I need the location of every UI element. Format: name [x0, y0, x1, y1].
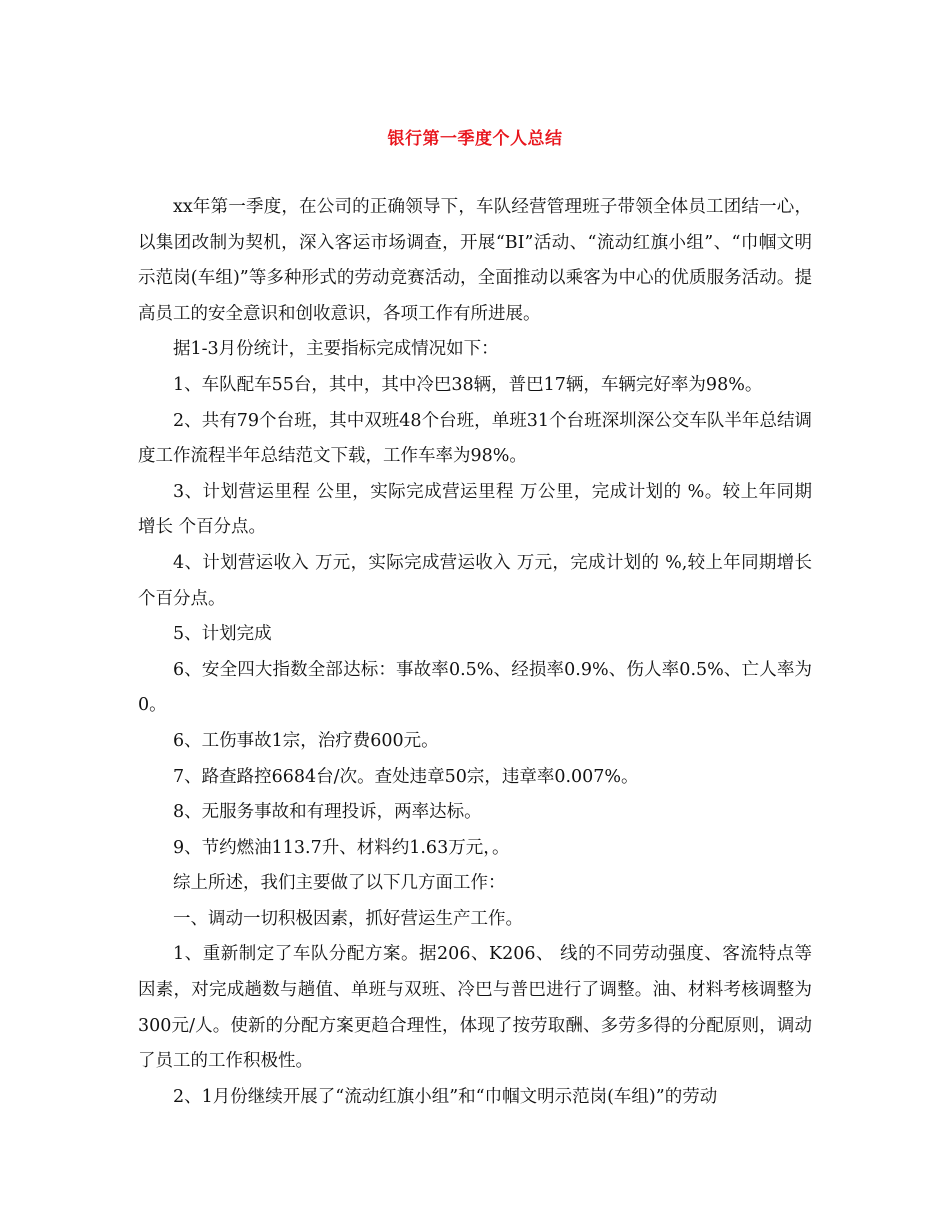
paragraph: 3、计划营运里程 公里，实际完成营运里程 万公里，完成计划的 %。较上年同期增长 个百分点。 [138, 481, 812, 538]
document-title: 银行第一季度个人总结 [387, 129, 563, 149]
paragraph: 综上所述，我们主要做了以下几方面工作： [173, 873, 506, 894]
paragraph: 8、无服务事故和有理投诉，两率达标。 [173, 802, 482, 823]
paragraph: 6、安全四大指数全部达标：事故率0.5%、经损率0.9%、伤人率0.5%、亡人率为0。 [138, 659, 812, 716]
paragraph: 1、重新制定了车队分配方案。据206、K206、 线的不同劳动强度、客流特点等因素，对完成趟数与趟值、单班与双班、冷巴与普巴进行了调整。油、材料考核调整为300元/人。使新的分配方案更趋合理性，体现了按劳取酬、多劳多得的分配原则，调动了员工的工作积极性。 [138, 944, 812, 1072]
paragraph: 一、调动一切积极因素，抓好营运生产工作。 [173, 908, 523, 929]
paragraph: 6、工伤事故1宗，治疗费600元。 [173, 730, 439, 751]
paragraph: 1、车队配车55台，其中，其中冷巴38辆，普巴17辆，车辆完好率为98%。 [173, 374, 763, 395]
paragraph: 4、计划营运收入 万元，实际完成营运收入 万元，完成计划的 %,较上年同期增长 个百分点。 [138, 552, 812, 609]
paragraph: 据1-3月份统计，主要指标完成情况如下： [173, 339, 499, 360]
document-body [138, 190, 812, 1115]
paragraph: 7、路查路控6684台/次。查处违章50宗，违章率0.007%。 [173, 766, 639, 787]
paragraph: 5、计划完成 [173, 624, 272, 645]
paragraph: 2、共有79个台班，其中双班48个台班，单班31个台班深圳深公交车队半年总结调度工作流程半年总结范文下载，工作车率为98%。 [138, 410, 812, 467]
paragraph: 2、1月份继续开展了“流动红旗小组”和“巾帼文明示范岗(车组)”的劳动 [173, 1086, 718, 1107]
paragraph: xx年第一季度，在公司的正确领导下，车队经营管理班子带领全体员工团结一心，以集团改制为契机，深入客运市场调查，开展“BI”活动、“流动红旗小组”、“巾帼文明示范岗(车组)”等多种形式的劳动竞赛活动，全面推动以乘客为中心的优质服务活动。提高员工的安全意识和创收意识，各项工作有所进展。 [138, 197, 812, 324]
paragraph: 9、节约燃油113.7升、材料约1.63万元，。 [173, 837, 510, 858]
